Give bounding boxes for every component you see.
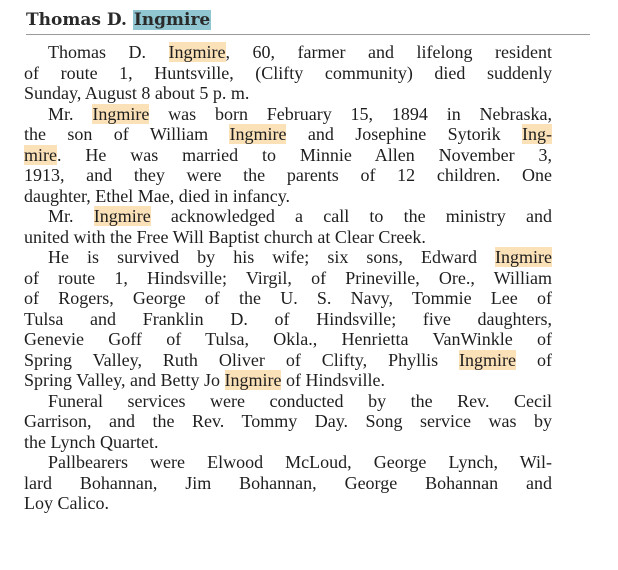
text-segment: Genevie Goff of Tulsa, Okla., Henrietta VanWinkle of (24, 329, 552, 349)
text-segment: Spring Valley, Ruth Oliver of Clifty, Phyllis (24, 349, 460, 370)
obituary-text (24, 42, 552, 514)
text-segment: of route 1, Huntsville, (Clifty community) died suddenly (24, 62, 552, 83)
text-segment: Mr. (48, 206, 94, 226)
text-segment: Spring Valley, and Betty Jo (24, 370, 225, 390)
text-segment: lard Bohannan, Jim Bohannan, George Bohannan and (24, 472, 552, 493)
text-segment: daughter, Ethel Mae, died in infancy. (24, 185, 291, 206)
surname-highlight: Ingmire (168, 42, 226, 62)
text-line (24, 288, 552, 309)
text-segment: the Lynch Quartet. (24, 431, 159, 452)
text-line (24, 186, 552, 207)
title-name: Thomas D. (26, 10, 133, 30)
text-segment: of (516, 349, 552, 370)
surname-highlight: Ingmire (495, 247, 552, 267)
text-line (24, 432, 552, 453)
text-line (24, 42, 552, 63)
text-segment: of Hindsville. (281, 370, 385, 390)
title-surname-highlight: Ingmire (133, 10, 211, 30)
text-segment: and Josephine Sytorik (286, 124, 522, 144)
text-segment: Thomas D. (48, 42, 169, 62)
surname-highlight: Ingmire (224, 370, 282, 390)
text-segment: Pallbearers were Elwood McLoud, George Lynch, Wil- (48, 452, 552, 472)
text-line (24, 206, 552, 227)
text-line (24, 83, 552, 104)
surname-highlight: mire (24, 144, 57, 165)
text-segment: Mr. (48, 103, 93, 124)
surname-highlight: Ingmire (459, 349, 517, 370)
text-segment: united with the Free Will Baptist church at Clear Creek. (24, 226, 426, 247)
text-line (24, 145, 552, 166)
text-segment: of route 1, Hindsville; Virgil, of Prineville, Ore., William (24, 267, 552, 288)
text-line (24, 63, 552, 84)
text-line (24, 411, 552, 432)
surname-highlight: Ingmire (92, 103, 150, 124)
text-segment: was born February 15, 1894 in Nebraska, (149, 103, 552, 124)
text-segment: Sunday, August 8 about 5 p. m. (24, 83, 250, 103)
text-line (24, 227, 552, 248)
text-line (24, 247, 552, 268)
text-line (24, 350, 552, 371)
text-segment: Tulsa and Franklin D. of Hindsville; five daughters, (24, 308, 552, 329)
text-segment: Loy Calico. (24, 493, 109, 513)
text-line (24, 104, 552, 125)
text-line (24, 124, 552, 145)
text-segment: . He was married to Minnie Allen November 3, (57, 144, 552, 165)
text-line (24, 370, 552, 391)
text-segment: of Rogers, George of the U. S. Navy, Tommie Lee of (24, 288, 552, 308)
text-segment: , 60, farmer and lifelong resident (225, 42, 552, 62)
text-line (24, 452, 552, 473)
text-segment: 1913, and they were the parents of 12 children. One (24, 165, 552, 185)
text-line (24, 309, 552, 330)
surname-highlight: Ingmire (229, 124, 287, 144)
surname-highlight: Ing- (521, 124, 552, 144)
text-segment: Funeral services were conducted by the Rev. Cecil (48, 390, 552, 411)
text-line (24, 165, 552, 186)
text-segment: He is survived by his wife; six sons, Edward (48, 247, 496, 267)
surname-highlight: Ingmire (93, 206, 151, 226)
text-segment: acknowledged a call to the ministry and (150, 206, 552, 226)
article-title (26, 9, 211, 31)
text-line (24, 473, 552, 494)
text-line (24, 329, 552, 350)
text-line (24, 493, 552, 514)
title-divider (26, 34, 590, 35)
text-segment: Garrison, and the Rev. Tommy Day. Song service was by (24, 411, 552, 431)
text-line (24, 391, 552, 412)
text-segment: the son of William (24, 124, 230, 144)
text-line (24, 268, 552, 289)
